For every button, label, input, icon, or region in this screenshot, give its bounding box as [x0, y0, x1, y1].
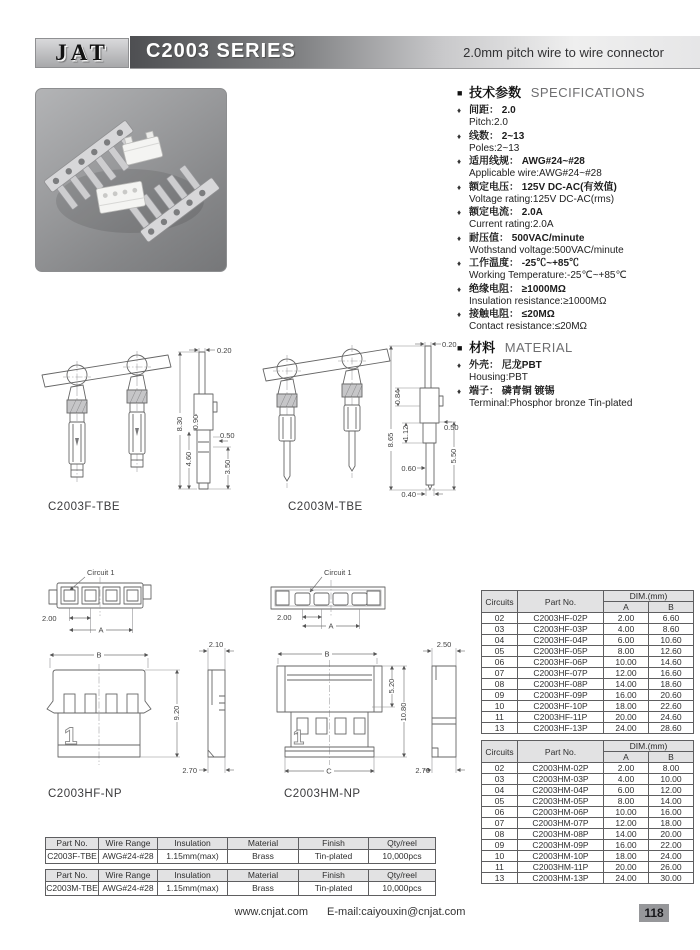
table-cell: C2003HM-05P — [518, 796, 604, 807]
table-cell: C2003HF-13P — [518, 723, 604, 734]
column-header: Insulation — [158, 838, 228, 850]
table-cell: 6.60 — [649, 613, 694, 624]
spec-item — [457, 233, 700, 257]
dim-label: 5.20 — [387, 678, 396, 694]
table-cell: C2003HF-10P — [518, 701, 604, 712]
table-cell: 14.60 — [649, 657, 694, 668]
m-tbe-spec-table — [45, 869, 436, 896]
table-cell: 8.60 — [649, 624, 694, 635]
spec-line-en: Current rating:2.0A — [469, 219, 554, 230]
table-cell: 22.00 — [649, 840, 694, 851]
table-cell: 18.00 — [649, 818, 694, 829]
spec-line-zh: 耐压值： 500VAC/minute — [469, 232, 585, 244]
footer-website: www.cnjat.com — [234, 906, 308, 918]
page-number-badge: 118 — [639, 904, 669, 922]
table-cell: 6.00 — [604, 635, 649, 646]
drawing-label-f-tbe: C2003F-TBE — [48, 501, 121, 513]
diamond-bullet: ♦ — [457, 157, 462, 166]
table-row — [482, 701, 694, 712]
jat-logo — [35, 38, 129, 68]
table-row — [482, 873, 694, 884]
spec-line-en: Poles:2~13 — [469, 142, 520, 154]
column-header: Material — [228, 870, 299, 882]
drawing-c2003hf-np — [20, 560, 250, 785]
table-cell: C2003HF-05P — [518, 646, 604, 657]
table-row — [482, 785, 694, 796]
spec-item — [457, 207, 700, 231]
drawing-label-hf-np: C2003HF-NP — [48, 788, 123, 800]
table-cell: 6.00 — [604, 785, 649, 796]
drawing-label-hm-np: C2003HM-NP — [284, 788, 361, 800]
spec-item — [457, 386, 700, 410]
table-cell: 20.00 — [649, 829, 694, 840]
table-cell: 10,000pcs — [369, 850, 436, 864]
table-cell: C2003HM-11P — [518, 862, 604, 873]
table-row — [482, 774, 694, 785]
table-cell: 12.00 — [604, 668, 649, 679]
dim-label: 2.70 — [415, 766, 430, 775]
table-cell: C2003HF-06P — [518, 657, 604, 668]
dim-label: 0.90 — [191, 414, 200, 430]
pin1-marker: 1 — [64, 723, 78, 750]
material-heading-en: MATERIAL — [504, 340, 573, 355]
table-cell: 10,000pcs — [369, 882, 436, 896]
dim-label: 3.50 — [223, 459, 232, 475]
table-cell: 8.00 — [604, 646, 649, 657]
table-cell: 11 — [482, 862, 518, 873]
table-row — [482, 635, 694, 646]
table-cell: 03 — [482, 774, 518, 785]
logo-text: JAT — [55, 40, 109, 65]
spec-item — [457, 309, 700, 333]
product-photo — [35, 88, 227, 272]
male-terminal-front-view — [342, 369, 362, 471]
table-cell: C2003HF-09P — [518, 690, 604, 701]
table-cell: 10.00 — [604, 657, 649, 668]
table-cell: 1.15mm(max) — [158, 882, 228, 896]
table-cell: 20.00 — [604, 712, 649, 723]
table-row — [482, 646, 694, 657]
table-cell: 14.00 — [604, 829, 649, 840]
table-cell: Tin-plated — [299, 850, 369, 864]
dim-label: 9.20 — [172, 705, 181, 721]
table-cell: 24.00 — [604, 873, 649, 884]
table-row — [482, 712, 694, 723]
f-tbe-spec-table — [45, 837, 436, 864]
table-cell: 12.60 — [649, 646, 694, 657]
table-row — [482, 763, 694, 774]
header-band — [130, 36, 700, 69]
footer — [0, 906, 700, 918]
table-cell: C2003F-TBE — [46, 850, 99, 864]
header-subtitle: 2.0mm pitch wire to wire connector — [463, 45, 664, 60]
specs-heading-en: SPECIFICATIONS — [530, 85, 646, 100]
spec-item — [457, 105, 700, 129]
dim-label: 0.50 — [444, 423, 459, 432]
spec-item — [457, 156, 700, 180]
table-cell: C2003HM-02P — [518, 763, 604, 774]
column-header: Material — [228, 838, 299, 850]
spec-item-list — [457, 105, 700, 333]
material-item-list — [457, 360, 700, 410]
table-cell: 22.60 — [649, 701, 694, 712]
table-cell: 2.00 — [604, 613, 649, 624]
male-terminal-side-view — [420, 346, 443, 490]
table-cell: 18.00 — [604, 701, 649, 712]
spec-line-en: Insulation resistance:≥1000MΩ — [469, 295, 607, 307]
column-header: Qty/reel — [369, 838, 436, 850]
dim-label: 1.12 — [401, 425, 410, 441]
dim-label: A — [98, 625, 104, 635]
spec-line-zh: 线数： 2~13 — [469, 130, 525, 142]
spec-item — [457, 258, 700, 282]
table-cell: C2003HF-03P — [518, 624, 604, 635]
hm-dimension-table — [481, 740, 694, 884]
dim-label: 0.20 — [217, 346, 232, 355]
table-row — [482, 624, 694, 635]
table-cell: 03 — [482, 624, 518, 635]
column-header: Part No. — [46, 870, 99, 882]
column-header-circuits: Circuits — [482, 591, 518, 613]
table-cell: C2003HF-08P — [518, 679, 604, 690]
table-cell: AWG#24-#28 — [99, 882, 158, 896]
dim-label: 0.84 — [393, 389, 402, 405]
table-cell: 08 — [482, 829, 518, 840]
spec-line-zh: 外壳： 尼龙PBT — [469, 360, 542, 371]
table-cell: 04 — [482, 785, 518, 796]
diamond-bullet: ♦ — [457, 310, 462, 319]
square-bullet: ■ — [457, 343, 463, 353]
table-cell: AWG#24-#28 — [99, 850, 158, 864]
spec-line-en: Applicable wire:AWG#24~#28 — [469, 168, 602, 179]
circuit1-label: Circuit 1 — [87, 568, 115, 577]
table-cell: 13 — [482, 723, 518, 734]
column-header-circuits: Circuits — [482, 741, 518, 763]
circuit1-label: Circuit 1 — [324, 568, 352, 577]
spec-line-zh: 间距： 2.0 — [469, 105, 516, 116]
table-cell: 05 — [482, 646, 518, 657]
dim-label: 0.50 — [220, 431, 235, 440]
column-header-b: B — [649, 752, 694, 763]
spec-item — [457, 131, 700, 155]
dim-label: 10.80 — [399, 702, 408, 722]
table-cell: C2003HM-10P — [518, 851, 604, 862]
column-header-dim: DIM.(mm) — [604, 591, 694, 602]
table-cell: C2003HM-13P — [518, 873, 604, 884]
table-row — [482, 818, 694, 829]
table-cell: C2003M-TBE — [46, 882, 99, 896]
column-header-a: A — [604, 752, 649, 763]
product-photo-illustration — [36, 89, 224, 269]
table-cell: 07 — [482, 668, 518, 679]
spec-item — [457, 182, 700, 206]
table-cell: 24.00 — [649, 851, 694, 862]
column-header: Wire Range — [99, 838, 158, 850]
table-row — [482, 807, 694, 818]
spec-line-en: Housing:PBT — [469, 372, 528, 383]
diamond-bullet: ♦ — [457, 182, 462, 192]
table-row — [46, 850, 436, 864]
spec-line-zh: 额定电压： 125V DC-AC(有效值) — [469, 181, 617, 193]
spec-line-en: Working Temperature:-25℃~+85℃ — [469, 270, 627, 281]
table-cell: 16.60 — [649, 668, 694, 679]
spec-line-en: Wothstand voltage:500VAC/minute — [469, 244, 624, 256]
hm-housing-side-view — [432, 666, 456, 757]
male-terminal-front-view — [277, 379, 297, 481]
table-row — [482, 690, 694, 701]
spec-line-zh: 绝缘电阻： ≥1000MΩ — [469, 283, 566, 295]
spec-line-en: Pitch:2.0 — [469, 117, 508, 128]
hm-housing-top-view — [271, 587, 385, 609]
square-bullet: ■ — [457, 88, 463, 98]
table-cell: 14.00 — [604, 679, 649, 690]
table-cell: 8.00 — [604, 796, 649, 807]
table-cell: Tin-plated — [299, 882, 369, 896]
table-cell: 05 — [482, 796, 518, 807]
table-cell: 10 — [482, 701, 518, 712]
table-cell: 12.00 — [649, 785, 694, 796]
table-cell: 09 — [482, 690, 518, 701]
spec-item — [457, 284, 700, 308]
spec-line-en: Voltage rating:125V DC-AC(rms) — [469, 193, 615, 205]
dim-label: 2.10 — [208, 640, 224, 649]
table-row — [482, 668, 694, 679]
series-title: C2003 SERIES — [146, 40, 296, 62]
table-cell: C2003HF-07P — [518, 668, 604, 679]
dim-label: 2.70 — [182, 766, 197, 775]
dim-label: C — [326, 766, 332, 776]
table-cell: C2003HF-04P — [518, 635, 604, 646]
spec-line-zh: 接触电阻： ≤20MΩ — [469, 309, 555, 320]
column-header-part-no: Part No. — [518, 741, 604, 763]
diamond-bullet: ♦ — [457, 361, 462, 370]
dim-label: 5.50 — [449, 448, 458, 464]
dim-label: A — [328, 621, 334, 631]
table-cell: 26.00 — [649, 862, 694, 873]
diamond-bullet: ♦ — [457, 259, 462, 268]
table-cell: 24.60 — [649, 712, 694, 723]
column-header: Finish — [299, 838, 369, 850]
spec-line-en: Contact resistance:≤20MΩ — [469, 321, 588, 332]
dim-label: 8.65 — [386, 432, 395, 448]
table-row — [482, 613, 694, 624]
table-row — [482, 657, 694, 668]
drawing-label-m-tbe: C2003M-TBE — [288, 501, 363, 513]
table-cell: C2003HM-04P — [518, 785, 604, 796]
table-row — [482, 862, 694, 873]
table-row — [46, 882, 436, 896]
pin1-marker: 1 — [293, 727, 305, 749]
table-cell: C2003HM-08P — [518, 829, 604, 840]
table-cell: 10 — [482, 851, 518, 862]
spec-line-en: Terminal:Phosphor bronze Tin-plated — [469, 397, 633, 409]
drawing-c2003m-tbe — [255, 338, 475, 506]
table-row — [482, 840, 694, 851]
diamond-bullet: ♦ — [457, 233, 462, 243]
dim-label: 4.60 — [184, 451, 193, 467]
material-heading-zh: 材料 — [469, 340, 496, 355]
table-cell: 16.00 — [649, 807, 694, 818]
table-cell: C2003HF-02P — [518, 613, 604, 624]
table-cell: Brass — [228, 882, 299, 896]
column-header: Finish — [299, 870, 369, 882]
diamond-bullet: ♦ — [457, 131, 462, 141]
table-cell: 16.00 — [604, 690, 649, 701]
table-cell: 13 — [482, 873, 518, 884]
column-header-part-no: Part No. — [518, 591, 604, 613]
column-header-dim: DIM.(mm) — [604, 741, 694, 752]
table-row — [482, 679, 694, 690]
column-header-a: A — [604, 602, 649, 613]
table-cell: 10.00 — [649, 774, 694, 785]
dim-label: 0.40 — [401, 490, 416, 499]
table-cell: 10.00 — [604, 807, 649, 818]
table-cell: 18.60 — [649, 679, 694, 690]
table-cell: C2003HM-03P — [518, 774, 604, 785]
diamond-bullet: ♦ — [457, 386, 462, 396]
column-header: Qty/reel — [369, 870, 436, 882]
table-cell: 18.00 — [604, 851, 649, 862]
table-cell: 09 — [482, 840, 518, 851]
dim-label: 0.20 — [442, 340, 457, 349]
table-cell: 14.00 — [649, 796, 694, 807]
table-cell: 4.00 — [604, 624, 649, 635]
footer-email: E-mail:caiyouxin@cnjat.com — [327, 906, 466, 918]
dim-label: 8.30 — [175, 416, 184, 432]
dim-label: B — [324, 649, 330, 659]
drawing-c2003hm-np — [255, 560, 485, 785]
column-header-b: B — [649, 602, 694, 613]
table-cell: 24.00 — [604, 723, 649, 734]
material-heading — [457, 339, 700, 357]
dim-label: 2.00 — [42, 614, 57, 623]
table-cell: 10.60 — [649, 635, 694, 646]
table-cell: 02 — [482, 763, 518, 774]
table-cell: Brass — [228, 850, 299, 864]
table-cell: 1.15mm(max) — [158, 850, 228, 864]
table-row — [482, 796, 694, 807]
specs-heading-zh: 技术参数 — [469, 85, 522, 100]
dim-label: 2.00 — [277, 613, 292, 622]
table-cell: 11 — [482, 712, 518, 723]
hf-dimension-table — [481, 590, 694, 734]
table-cell: C2003HM-06P — [518, 807, 604, 818]
table-cell: 04 — [482, 635, 518, 646]
table-cell: 08 — [482, 679, 518, 690]
table-cell: 07 — [482, 818, 518, 829]
table-cell: 2.00 — [604, 763, 649, 774]
table-cell: 4.00 — [604, 774, 649, 785]
dim-label: B — [96, 650, 102, 660]
specifications-section — [457, 84, 700, 411]
table-cell: C2003HM-09P — [518, 840, 604, 851]
table-row — [482, 723, 694, 734]
table-cell: 02 — [482, 613, 518, 624]
specs-heading — [457, 84, 700, 102]
hf-housing-side-view — [208, 670, 225, 757]
diamond-bullet: ♦ — [457, 284, 462, 294]
column-header: Wire Range — [99, 870, 158, 882]
spec-line-zh: 端子： 磷青铜 镀锡 — [469, 385, 555, 397]
spec-line-zh: 工作温度： -25℃~+85℃ — [469, 258, 580, 269]
table-cell: 8.00 — [649, 763, 694, 774]
table-cell: 20.60 — [649, 690, 694, 701]
table-cell: 30.00 — [649, 873, 694, 884]
diamond-bullet: ♦ — [457, 208, 462, 217]
table-cell: 28.60 — [649, 723, 694, 734]
drawing-c2003f-tbe — [30, 342, 250, 502]
spec-item — [457, 360, 700, 384]
table-cell: 06 — [482, 657, 518, 668]
column-header: Part No. — [46, 838, 99, 850]
dim-label: 2.50 — [436, 640, 452, 649]
table-cell: 20.00 — [604, 862, 649, 873]
table-row — [482, 829, 694, 840]
dim-label: 0.60 — [401, 464, 416, 473]
table-cell: 16.00 — [604, 840, 649, 851]
diamond-bullet: ♦ — [457, 106, 462, 115]
column-header: Insulation — [158, 870, 228, 882]
table-cell: C2003HF-11P — [518, 712, 604, 723]
table-cell: 06 — [482, 807, 518, 818]
table-row — [482, 851, 694, 862]
spec-line-zh: 适用线规： AWG#24~#28 — [469, 156, 585, 167]
spec-line-zh: 额定电流： 2.0A — [469, 207, 543, 218]
table-cell: C2003HM-07P — [518, 818, 604, 829]
table-cell: 12.00 — [604, 818, 649, 829]
